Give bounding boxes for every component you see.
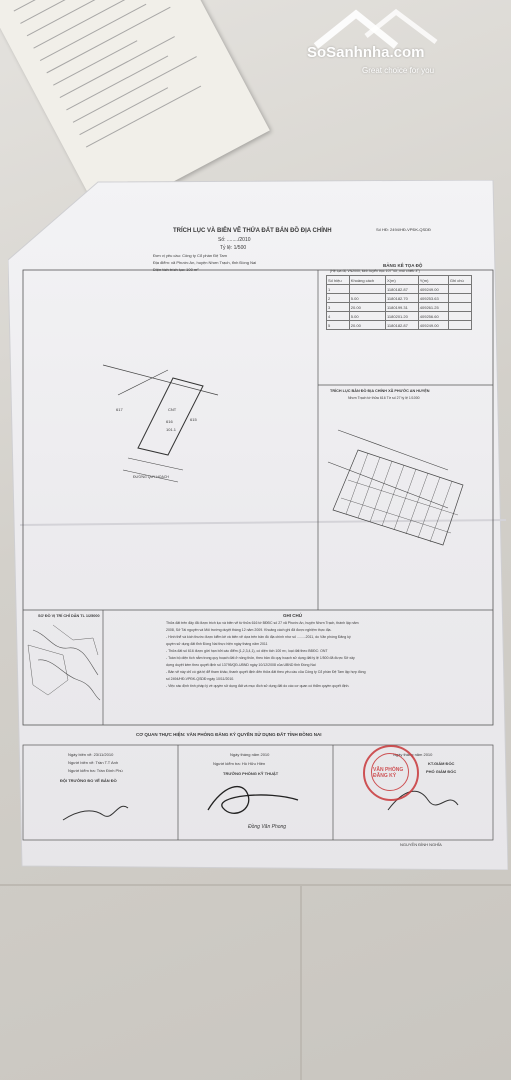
- notes-line: - Bản vẽ này chỉ có giá trị để tham khảo, thanh quyết định đến thửa đất theo yêu cầu của Công ty Cổ phần Đệ Tam lập hợp đồng: [166, 670, 366, 674]
- parcel-label-617: 617: [116, 407, 123, 412]
- table-row: 1 1180182.87 409249.00: [327, 285, 472, 294]
- notes-line: - Thửa đất số 616 được giới hạn bởi các điểm (1,2,3,4,1), có diện tích 100 m², loại đất theo BĐĐC: ONT: [166, 649, 328, 653]
- notes-title: GHI CHÚ: [283, 613, 302, 618]
- document-scale: Tỷ lệ: 1/500: [220, 245, 247, 251]
- notes-line: quyền sử dụng đất tỉnh Đồng Nai thực hiện ngày tháng năm 2011: [166, 642, 268, 646]
- parcel-area: 101.1: [166, 427, 177, 432]
- mid-sign-name: Đồng Văn Phong: [248, 824, 287, 830]
- notes-line: - Toàn bộ diện tích nằm trong quy hoạch đất ở nông thôn, theo bản đồ quy hoạch sử dụng đất tỷ lệ 1/500 đã được Sở xây: [166, 656, 355, 660]
- mid-sign-checker: Người kiểm tra: Hồ Hữu Hiền: [213, 761, 266, 766]
- official-stamp: [363, 745, 419, 801]
- extract-subtitle: Nhơn Trạch tờ thửa 616 Tờ số 27 tỷ lệ 1/1000: [348, 396, 420, 400]
- parcel-label-616: 616: [166, 419, 173, 424]
- tile-seam-horizontal: [0, 884, 511, 886]
- table-row: 5 20.00 1180182.87 409249.00: [327, 321, 472, 330]
- table-row: 2 5.00 1180182.70 409253.63: [327, 294, 472, 303]
- coord-table-title: BẢNG KÊ TỌA ĐỘ: [383, 263, 423, 268]
- document-title: TRÍCH LỤC VÀ BIÊN VẼ THỬA ĐẤT BẢN ĐỒ ĐỊA CHÍNH: [173, 228, 332, 234]
- mid-sign-role: TRƯỞNG PHÒNG KỸ THUẬT: [223, 771, 279, 776]
- left-sign-checker: Người kiểm tra: Trần Đình Phú: [68, 768, 123, 773]
- extract-title: TRÍCH LỤC BẢN ĐỒ ĐỊA CHÍNH XÃ PHƯỚC AN HUYỆN: [330, 389, 430, 393]
- road-label: ĐƯỜNG QUY HOẠCH: [133, 475, 169, 479]
- location-map-title: SƠ ĐỒ VỊ TRÍ CHỈ DẪN TL 1/25000: [38, 614, 100, 618]
- mid-sign-date: Ngày tháng năm 2010: [230, 752, 270, 757]
- notes-line: Thửa đất trên đây đã được trích lục và biên vẽ từ thửa 616 tờ BĐĐC số 27 xã Phước An, huyện Nhơn Trạch, thành lập năm: [166, 621, 359, 625]
- right-sign-role2: PHÓ GIÁM ĐỐC: [426, 769, 457, 774]
- document-code: Số HĐ: 2494/HĐ-VPĐK-QSDĐ: [376, 227, 431, 232]
- parcel-land-type: CNT: [168, 407, 177, 412]
- watermark-brand: SoSanhnha.com: [307, 44, 425, 61]
- notes-line: - Hình thể và kích thước được kiểm kê và biên vẽ dựa trên bản đồ địa chính như số .........2011, do Văn phòng Đăng ký: [166, 635, 351, 639]
- table-row: 4 5.00 1180201.20 409256.60: [327, 312, 472, 321]
- notes-line: 2008, Sở Tài nguyên và Môi trường duyệt tháng 12 năm 2009. Khoảng cách ghi đã được nghiệm thực địa.: [166, 628, 332, 632]
- watermark-tagline: Great choice for you: [362, 66, 435, 75]
- left-sign-drawer: Người biên vẽ: Trần T.T Anh: [68, 760, 119, 765]
- table-row: Số hiệu Khoảng cách X(m) Y(m) Ghi chú: [327, 276, 472, 285]
- coordinate-table: [326, 275, 472, 330]
- area-line: Diện tích trích lục: 100 m²: [153, 267, 199, 272]
- coord-table-subtitle: (Hệ tọa độ VN2000, kinh tuyến trục 107°45', múi chiếu 3°): [330, 269, 420, 273]
- address-line: Địa điểm: xã Phước An, huyện Nhơn Trạch, tỉnh Đồng Nai: [153, 260, 257, 265]
- requester-line: Đơn vị yêu cầu: Công ty Cổ phần Đệ Tam: [153, 253, 227, 258]
- document-number: Số: ......../2010: [218, 237, 251, 243]
- stamp-text: VĂN PHÒNG ĐĂNG KÝ: [373, 767, 404, 779]
- right-sign-name: NGUYỄN ĐÌNH NGHĨA: [400, 842, 442, 847]
- notes-line: số 2494/HĐ-VPĐK-QSDĐ ngày 10/11/2010.: [166, 677, 235, 681]
- left-sign-unit: ĐỘI TRƯỞNG ĐO VẼ BẢN ĐỒ: [60, 778, 117, 783]
- parcel-label-615: 615: [190, 417, 197, 422]
- left-sign-date: Ngày biên vẽ: 23/11/2010: [68, 752, 114, 757]
- notes-line: dựng duyệt kèm theo quyết định số 13795/QĐ-UBND ngày 10/12/2008 của UBND tỉnh Đồng Nai: [166, 663, 316, 667]
- land-survey-document: [8, 180, 508, 870]
- right-sign-date: Ngày tháng năm 2010: [393, 752, 433, 757]
- table-row: 3 20.00 1180199.31 409261.25: [327, 303, 472, 312]
- agency-line: CƠ QUAN THỰC HIỆN: VĂN PHÒNG ĐĂNG KÝ QUYỀN SỬ DỤNG ĐẤT TỈNH ĐỒNG NAI: [136, 732, 322, 737]
- right-sign-role1: KT.GIÁM ĐỐC: [428, 761, 455, 766]
- tile-seam-vertical: [300, 884, 302, 1080]
- notes-line: - Việc xác định tính pháp lý về quyền sử dụng đất và mục đích sử dụng đất do các cơ quan có thẩm quyền quyết định.: [166, 684, 350, 688]
